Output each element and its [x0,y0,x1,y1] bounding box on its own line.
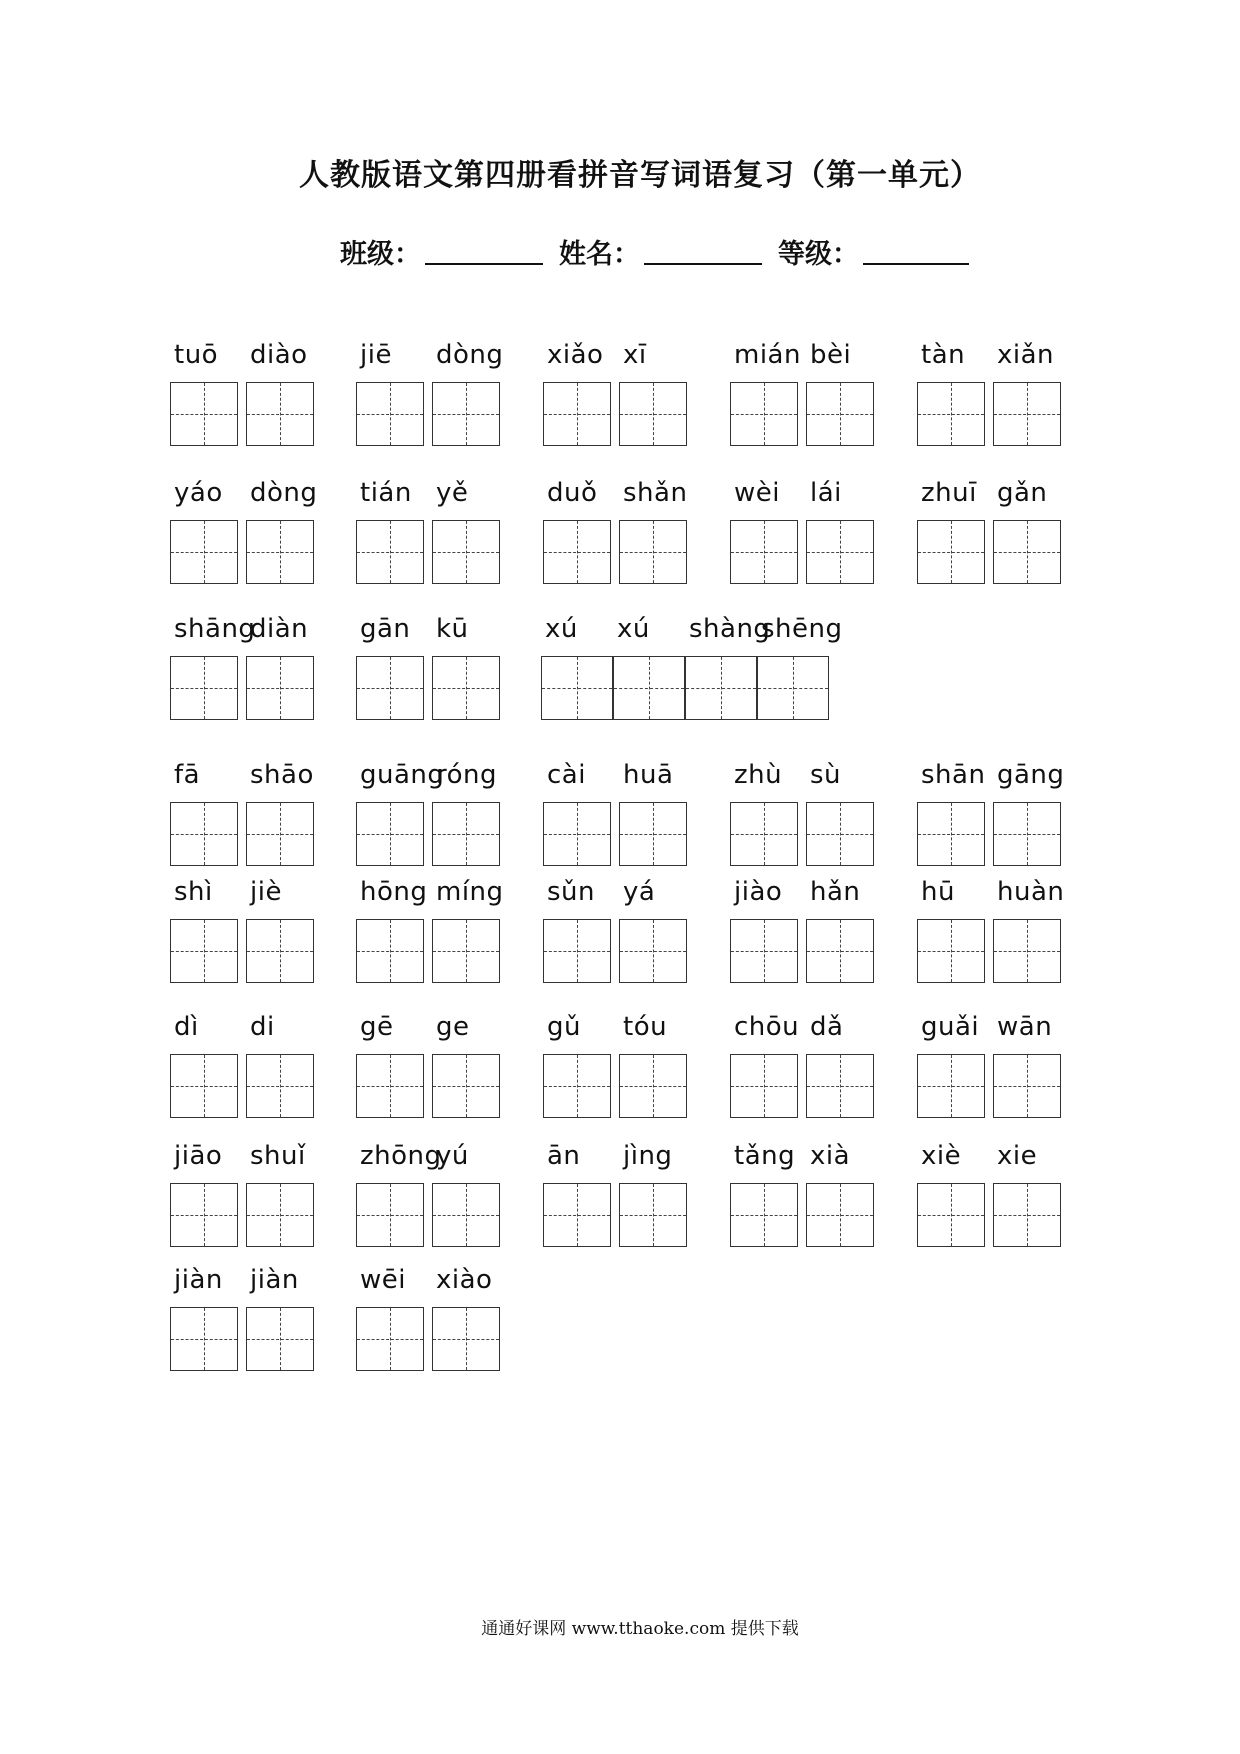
writing-box[interactable] [806,520,874,584]
writing-box[interactable] [619,382,687,446]
pinyin-syllable: sù [810,760,842,790]
writing-box[interactable] [993,382,1061,446]
writing-box[interactable] [917,802,985,866]
writing-box[interactable] [806,382,874,446]
pinyin-syllable: tián [360,478,412,508]
pinyin-syllable: róng [436,760,498,790]
writing-box[interactable] [356,1183,424,1247]
pinyin-syllable: gǎn [997,478,1048,508]
writing-box[interactable] [730,382,798,446]
pinyin-syllable: dòng [436,340,504,370]
pinyin-syllable: lái [810,478,842,508]
pinyin-syllable: shān [921,760,986,790]
writing-box[interactable] [170,1183,238,1247]
writing-box[interactable] [917,919,985,983]
pinyin-syllable: yě [436,478,469,508]
writing-box[interactable] [613,656,685,720]
pinyin-syllable: shāng [174,614,256,644]
pinyin-syllable: shēng [761,614,843,644]
writing-box[interactable] [543,520,611,584]
writing-box[interactable] [246,919,314,983]
writing-box[interactable] [619,520,687,584]
pinyin-syllable: wēi [360,1265,406,1295]
writing-box[interactable] [993,1183,1061,1247]
writing-box[interactable] [432,382,500,446]
pinyin-syllable: shàng [689,614,771,644]
pinyin-syllable: dǎ [810,1012,844,1042]
pinyin-syllable: gān [360,614,411,644]
writing-box[interactable] [170,1307,238,1371]
writing-box[interactable] [917,1183,985,1247]
pinyin-syllable: guāng [360,760,445,790]
writing-box[interactable] [806,1183,874,1247]
pinyin-syllable: bèi [810,340,852,370]
pinyin-syllable: huā [623,760,674,790]
writing-box[interactable] [356,656,424,720]
pinyin-syllable: tǎng [734,1141,796,1171]
pinyin-syllable: diàn [250,614,309,644]
writing-box[interactable] [356,919,424,983]
writing-box[interactable] [917,520,985,584]
pinyin-syllable: zhōng [360,1141,442,1171]
writing-box[interactable] [543,1054,611,1118]
pinyin-syllable: diào [250,340,308,370]
writing-box[interactable] [170,919,238,983]
writing-box[interactable] [246,656,314,720]
writing-box[interactable] [619,1054,687,1118]
pinyin-syllable: hōng [360,877,428,907]
pinyin-syllable: tóu [623,1012,668,1042]
pinyin-syllable: jiàn [250,1265,299,1295]
pinyin-syllable: xiào [436,1265,493,1295]
pinyin-syllable: gāng [997,760,1065,790]
writing-box[interactable] [993,919,1061,983]
writing-box[interactable] [170,520,238,584]
writing-box[interactable] [432,520,500,584]
writing-box[interactable] [543,382,611,446]
pinyin-syllable: cài [547,760,586,790]
writing-box[interactable] [432,802,500,866]
writing-box[interactable] [993,520,1061,584]
writing-box[interactable] [730,1183,798,1247]
class-blank[interactable] [425,263,543,265]
student-info [340,232,985,271]
writing-box[interactable] [917,1054,985,1118]
name-blank[interactable] [644,263,762,265]
pinyin-syllable: jiē [360,340,392,370]
writing-box[interactable] [917,382,985,446]
writing-box[interactable] [757,656,829,720]
writing-box[interactable] [170,656,238,720]
pinyin-syllable: jiè [250,877,282,907]
pinyin-syllable: tuō [174,340,219,370]
writing-box[interactable] [246,520,314,584]
footer-credit: 通通好课网 www.tthaoke.com 提供下载 [481,1619,799,1639]
pinyin-syllable: dòng [250,478,318,508]
pinyin-syllable: dì [174,1012,199,1042]
pinyin-syllable: duǒ [547,478,598,508]
pinyin-syllable: shuǐ [250,1141,306,1171]
pinyin-syllable: hū [921,877,955,907]
writing-box[interactable] [356,1054,424,1118]
writing-box[interactable] [806,802,874,866]
pinyin-syllable: huàn [997,877,1065,907]
pinyin-syllable: hǎn [810,877,861,907]
pinyin-syllable: shāo [250,760,314,790]
writing-box[interactable] [806,919,874,983]
pinyin-syllable: zhù [734,760,783,790]
pinyin-syllable: yú [436,1141,469,1171]
writing-box[interactable] [170,382,238,446]
writing-box[interactable] [246,1183,314,1247]
writing-box[interactable] [246,1307,314,1371]
writing-box[interactable] [543,802,611,866]
pinyin-syllable: chōu [734,1012,800,1042]
writing-box[interactable] [993,802,1061,866]
pinyin-syllable: jìng [623,1141,673,1171]
pinyin-syllable: xiǎn [997,340,1055,370]
writing-box[interactable] [356,520,424,584]
pinyin-syllable: jiào [734,877,783,907]
grade-label: 等级： [778,239,859,270]
writing-box[interactable] [730,802,798,866]
pinyin-syllable: jiàn [174,1265,223,1295]
pinyin-syllable: xiè [921,1141,962,1171]
pinyin-syllable: míng [436,877,504,907]
writing-box[interactable] [170,802,238,866]
writing-box[interactable] [432,1183,500,1247]
writing-box[interactable] [543,919,611,983]
pinyin-syllable: xī [623,340,647,370]
pinyin-syllable: jiāo [174,1141,223,1171]
class-label: 班级： [340,239,421,270]
grade-blank[interactable] [863,263,969,265]
writing-box[interactable] [730,520,798,584]
pinyin-syllable: mián [734,340,801,370]
writing-box[interactable] [730,919,798,983]
writing-box[interactable] [432,656,500,720]
pinyin-syllable: yá [623,877,656,907]
pinyin-syllable: sǔn [547,877,596,907]
writing-box[interactable] [432,1307,500,1371]
pinyin-syllable: yáo [174,478,223,508]
pinyin-syllable: shǎn [623,478,688,508]
writing-box[interactable] [541,656,613,720]
writing-box[interactable] [170,1054,238,1118]
pinyin-syllable: xú [545,614,578,644]
writing-box[interactable] [806,1054,874,1118]
pinyin-syllable: kū [436,614,469,644]
name-label: 姓名： [559,239,640,270]
pinyin-syllable: fā [174,760,201,790]
writing-box[interactable] [356,802,424,866]
writing-box[interactable] [432,1054,500,1118]
pinyin-syllable: di [250,1012,275,1042]
pinyin-syllable: xià [810,1141,851,1171]
pinyin-syllable: xú [617,614,650,644]
writing-box[interactable] [619,802,687,866]
writing-box[interactable] [993,1054,1061,1118]
pinyin-syllable: gē [360,1012,394,1042]
writing-box[interactable] [619,1183,687,1247]
pinyin-syllable: ān [547,1141,581,1171]
pinyin-syllable: guǎi [921,1012,980,1042]
page-title: 人教版语文第四册看拼音写词语复习（第一单元） [299,158,981,193]
pinyin-syllable: xiǎo [547,340,604,370]
pinyin-syllable: tàn [921,340,966,370]
writing-box[interactable] [246,382,314,446]
writing-box[interactable] [246,802,314,866]
writing-box[interactable] [356,1307,424,1371]
writing-box[interactable] [356,382,424,446]
writing-box[interactable] [543,1183,611,1247]
pinyin-syllable: xie [997,1141,1038,1171]
pinyin-syllable: gǔ [547,1012,581,1042]
writing-box[interactable] [685,656,757,720]
writing-box[interactable] [432,919,500,983]
writing-box[interactable] [619,919,687,983]
pinyin-syllable: wèi [734,478,780,508]
pinyin-syllable: wān [997,1012,1053,1042]
pinyin-syllable: shì [174,877,213,907]
pinyin-syllable: ge [436,1012,470,1042]
writing-box[interactable] [246,1054,314,1118]
pinyin-syllable: zhuī [921,478,977,508]
writing-box[interactable] [730,1054,798,1118]
